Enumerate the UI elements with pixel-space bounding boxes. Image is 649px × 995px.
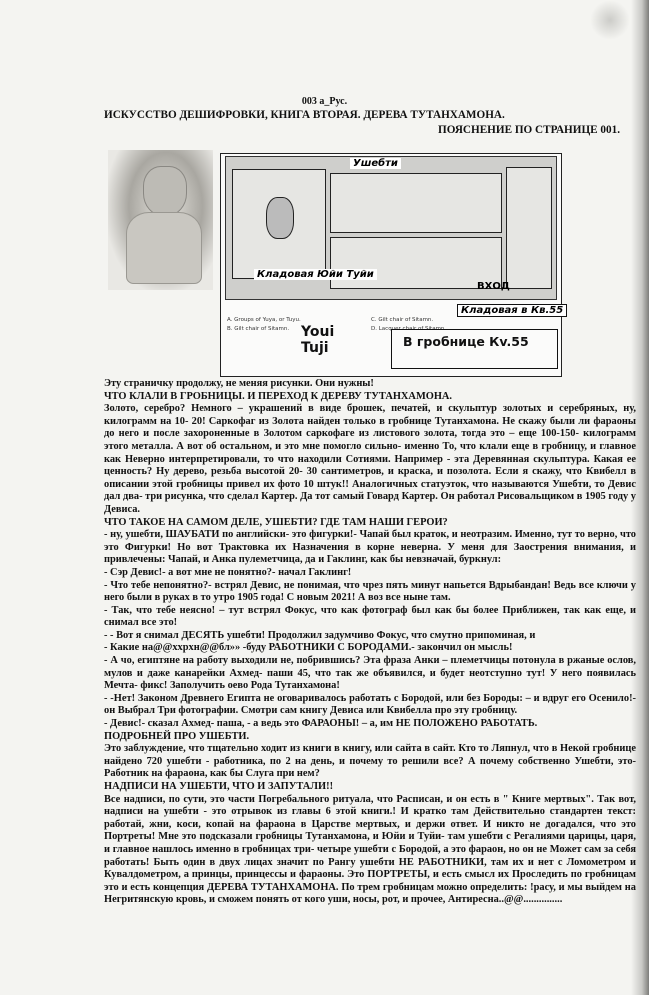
dialogue-line: - - Вот я снимал ДЕСЯТЬ ушебти! Продолжил задумчиво Фокус, что смутно припоминая, и <box>104 629 536 641</box>
body-text <box>104 378 636 907</box>
tomb-map <box>220 153 562 377</box>
coffin-shape <box>266 197 294 239</box>
legend-d: D. Lacquer chair of Sitamn. <box>371 326 447 332</box>
paragraph: Эту страничку продолжу, не меняя рисунки. Они нужны! <box>104 378 374 389</box>
statue-face <box>143 166 187 216</box>
label-kladovaya: Кладовая Юйи Туйи <box>254 269 377 280</box>
room-main <box>330 173 502 233</box>
paragraph: - ну, ушебти, ШАУБАТИ по английски- это фигурки!- Чапай был краток, и неотразим. Именно, тут то верно, что это Фигурки! Но вот Трактовка их Назначения в корне неверна. У меня для Заострения внимания, и привлечены: Чапай, и Анка пулеметчица, да и Гаклинг, как бы невзначай, буркнул: <box>104 529 636 566</box>
legend-c: C. Gilt chair of Sitamn. <box>371 317 434 323</box>
handwritten-youi-tuji <box>301 324 334 356</box>
section-heading: ЧТО ТАКОЕ НА САМОМ ДЕЛЕ, УШЕБТИ? ГДЕ ТАМ НАШИ ГЕРОИ? <box>104 516 448 528</box>
paragraph: Все надписи, по сути, это части Погребального ритуала, что Расписан, и он есть в " Книге мертвых". Так вот, надписи на ушебти - это отрывок из главы 6 этой книги.! И кратко там Действительно стандартен текст: работай, жни, коси, копай на фараона в Царстве мертвых, и держи ответ. И никто не догадался, что это Портреты! Мне это подсказали гробницы Тутанхамона, и Юйи и Туйи- там ушебти с Регалиями царицы, царя, и главное нашлось именно в гробницах три- четыре ушебти с Бородой, а это фараон, но он не Может сам за себя работать! Быть один в двух лицах значит по Рангу ушебти НЕ РАБОТНИКИ, там их и нет с Ломометром и Кувалдометром, а принцы, принцессы и фараоны. Это ПОРТРЕТЫ, и есть смысл их Проследить по гробницам это и есть концепция ДЕРЕВА ТУТАНХАМОНА. По трем гробницам можно определить: !расу, и мы выйдем на Негритянскую кровь, и сможем понять от кого уши, носы, рот, и прочее, Антиресна..@@............... <box>104 793 636 906</box>
dialogue-line: - -Нет! Законом Древнего Египта не оговаривалось работать с Бородой, или без Бороды: – и вдруг его Осенило!- он Выбрал Три фотографии. Смотри сам книгу Девиса или Квибелла про эту гробницу. <box>104 692 636 717</box>
hand-youi-line2: Tuji <box>301 340 329 356</box>
page-code: 003 a_Рус. <box>301 96 348 107</box>
tomb-plan <box>225 156 557 300</box>
scan-stain <box>590 0 630 40</box>
dialogue-line: - Сэр Девис!- а вот мне не понятно?- начал Гаклинг! <box>104 566 352 578</box>
dialogue-line: - А чо, египтяне на работу выходили не, побрившись? Эта фраза Анки – племетчицы потонула в ржаные ослов, мулов и даже канарейки Ахмед- паши 45, что так же объявился, и будет неотступно тут! У него появилась Мечта- фикс! Заполучить оево Рода Тутанхамона! <box>104 655 636 692</box>
label-ushebti: Ушебти <box>350 158 401 169</box>
handwritten-tomb-kv55: В гробнице Кv.55 <box>403 334 529 349</box>
paragraph: Золото, серебро? Немного – украшений в виде брошек, печатей, и скульптур золотых и серебряных, ну, килограмм на 10- 20! Саркофаг из Золота найден только в гробнице Тутанхамона. Не скажу были ли фараоны до него и после захороненные в Золотом саркофаге из листового золота, тогда это – еще 100-150- килограмм этого металла. А вот об остальном, и это мне помогло сильно- именно То, что клали еще в гробницу, и главное как Неверно интерпретировали, то что находили Сотиями. Например - эта Деревянная скульптура. Какая ее ценность? Ну дерево, резьба высотой 20- 30 сантиметров, и краска, и позолота. Если я скажу, что Квибелл в описании этой гробницы привел их фото 10 штук!! Аналогичных статуэток, что называются Ушебти, то Девис дал два- три рисунка, что сделал Картер. Да тот самый Говард Картер. Он работал Рисовальщиком в 1905 году у Девиса. <box>104 403 636 515</box>
section-heading: НАДПИСИ НА УШЕБТИ, ЧТО И ЗАПУТАЛИ!! <box>104 781 334 792</box>
legend-b: B. Gilt chair of Sitamn. <box>227 326 290 332</box>
dialogue-line: - Девис!- сказал Ахмед- паша, - а ведь это ФАРАОНЫ! – а, им НЕ ПОЛОЖЕНО РАБОТАТЬ. <box>104 718 538 730</box>
page-title: ИСКУССТВО ДЕШИФРОВКИ, КНИГА ВТОРАЯ. ДЕРЕВА ТУТАНХАМОНА. <box>104 109 505 121</box>
section-heading: ПОДРОБНЕЙ ПРО УШЕБТИ. <box>104 730 250 742</box>
statue-photo <box>108 150 213 290</box>
hand-youi-line1: Youi <box>301 324 335 340</box>
paragraph: Это заблуждение, что тщательно ходит из книги в книгу, или сайта в сайт. Кто то Ляпнул, что в Некой гробнице найдено 720 ушебти - работника, по 2 на день, и почему то решили все? А почему собственно Ушебти, это- Работник на фараона, как бы Слуга при нем? <box>104 743 636 780</box>
label-entrance: ВХОД <box>477 281 510 292</box>
statue-body <box>126 212 202 284</box>
section-heading: ЧТО КЛАЛИ В ГРОБНИЦЫ. И ПЕРЕХОД К ДЕРЕВУ ТУТАНХАМОНА. <box>104 390 453 402</box>
dialogue-line: - Так, что тебе неясно! – тут встрял Фокус, что как фотограф был как бы более Приближен, так как еще, и снимал все это! <box>104 604 636 629</box>
legend-a: A. Groups of Yuya, or Tuyu. <box>227 317 301 323</box>
dialogue-line: - Какие на@@ххрхн@@бл»» -буду РАБОТНИКИ С БОРОДАМИ.- закончил он мысль! <box>104 642 513 654</box>
dialogue-line: - Что тебе непонятно?- встрял Девис, не понимая, что чрез пять минут напьется Вдрыбандан! Ведь все ключи у него были в руках в то утро 1905 года! С новым 2021! А воз все ныне там. <box>104 579 636 604</box>
page-subtitle: ПОЯСНЕНИЕ ПО СТРАНИЦЕ 001. <box>438 124 620 136</box>
label-kladovaya-kv: Кладовая в Кв.55 <box>457 304 567 317</box>
room-right <box>506 167 552 289</box>
